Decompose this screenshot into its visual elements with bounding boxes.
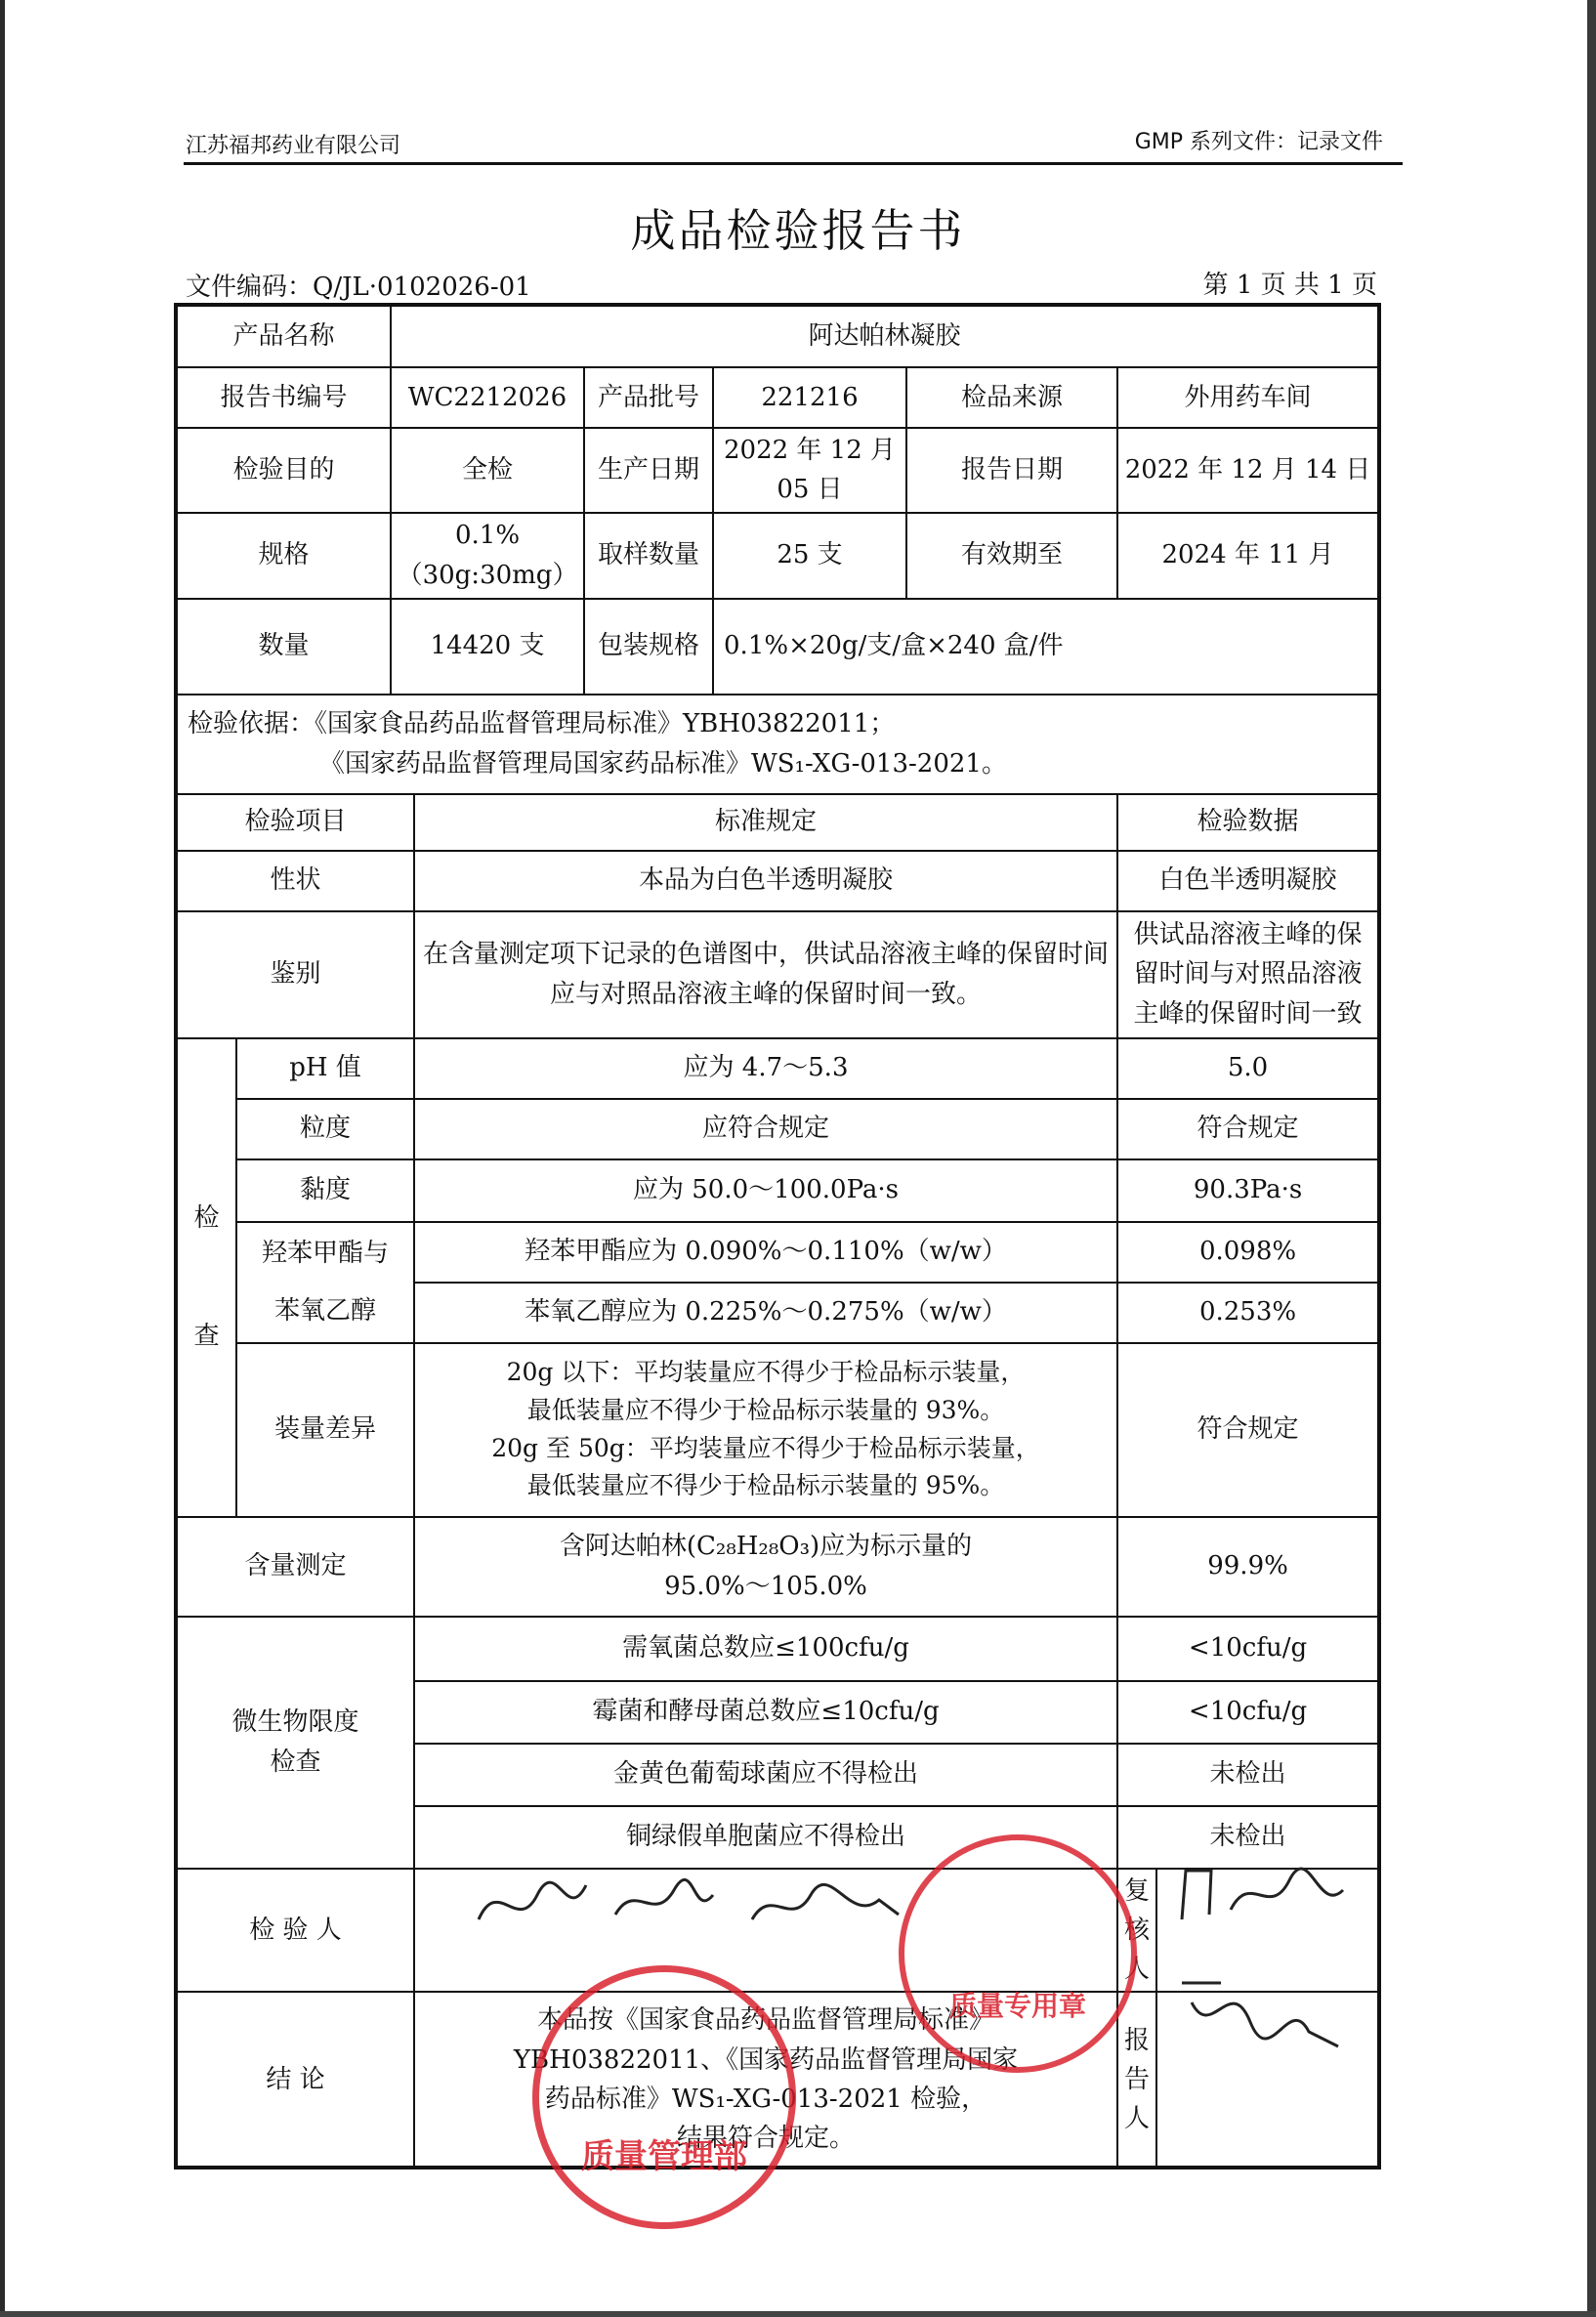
table-row xyxy=(176,695,1379,794)
fill-label: 装量差异 xyxy=(236,1343,414,1517)
identification-label: 鉴别 xyxy=(176,911,414,1038)
viscosity-standard: 应为 50.0～100.0Pa·s xyxy=(414,1159,1117,1222)
conclusion-line-3: 药品标准》WS₁-XG-013-2021 检验， xyxy=(544,2084,987,2114)
table-row xyxy=(176,599,1379,695)
assay-result: 99.9% xyxy=(1117,1517,1379,1617)
report-date-label: 报告日期 xyxy=(906,428,1117,513)
spec-line-2: （30g:30mg） xyxy=(397,560,578,590)
micro-label xyxy=(176,1617,414,1869)
column-header-item: 检验项目 xyxy=(176,794,414,851)
page-title: 成品检验报告书 xyxy=(630,204,966,257)
column-header-result: 检验数据 xyxy=(1117,794,1379,851)
source-label: 检品来源 xyxy=(906,367,1117,428)
table-row xyxy=(176,911,1379,1038)
table-row xyxy=(176,1222,1379,1283)
inspector-signature-marks xyxy=(469,1866,928,1944)
expiry-label: 有效期至 xyxy=(906,513,1117,599)
assay-standard-line-2: 95.0%～105.0% xyxy=(664,1571,867,1601)
appearance-label: 性状 xyxy=(176,851,414,911)
assay-standard xyxy=(414,1517,1117,1617)
reviewer-label: 复核人 xyxy=(1117,1869,1156,1993)
scan-edge-right xyxy=(1587,0,1596,2317)
table-row xyxy=(176,1343,1379,1517)
table-row xyxy=(176,305,1379,367)
paraben-standard: 羟苯甲酯应为 0.090%～0.110%（w/w） xyxy=(414,1222,1117,1283)
report-no-value: WC2212026 xyxy=(391,367,584,428)
table-row xyxy=(176,513,1379,599)
table-row xyxy=(176,1517,1379,1617)
qa-department-stamp-text: 质量管理部 xyxy=(581,2137,747,2176)
table-row xyxy=(176,1617,1379,1681)
spec-value xyxy=(391,513,584,599)
page-number: 第 1 页 共 1 页 xyxy=(1202,271,1377,300)
reviewer-signature-marks xyxy=(1172,1861,1358,1929)
report-date-value: 2022 年 12 月 14 日 xyxy=(1117,428,1379,513)
check-group-label xyxy=(176,1038,236,1517)
scan-edge-bottom xyxy=(0,2311,1596,2317)
phenoxy-standard: 苯氧乙醇应为 0.225%～0.275%（w/w） xyxy=(414,1283,1117,1343)
document-code: 文件编码：Q/JL·0102026-01 xyxy=(186,273,531,302)
expiry-value: 2024 年 11 月 xyxy=(1117,513,1379,599)
ph-label: pH 值 xyxy=(236,1038,414,1099)
report-no-label: 报告书编号 xyxy=(176,367,391,428)
basis-line-2: 《国家药品监督管理局国家药品标准》WS₁-XG-013-2021。 xyxy=(319,748,1007,779)
source-value: 外用药车间 xyxy=(1117,367,1379,428)
aerobic-result: <10cfu/g xyxy=(1117,1617,1379,1681)
table-row xyxy=(176,428,1379,513)
check-label-2: 查 xyxy=(193,1321,220,1351)
appearance-result: 白色半透明凝胶 xyxy=(1117,851,1379,911)
table-row xyxy=(176,367,1379,428)
fill-standard-line-1: 20g 以下：平均装量应不得少于检品标示装量， xyxy=(506,1358,1026,1387)
reporter-label: 报告人 xyxy=(1117,1992,1156,2168)
quantity-label: 数量 xyxy=(176,599,391,695)
conclusion-line-1: 本品按《国家食品药品监督管理局标准》 xyxy=(537,2005,995,2036)
column-header-standard: 标准规定 xyxy=(414,794,1117,851)
phenoxy-result: 0.253% xyxy=(1117,1283,1379,1343)
batch-label: 产品批号 xyxy=(584,367,713,428)
purpose-label: 检验目的 xyxy=(176,428,391,513)
inspection-basis xyxy=(176,695,1379,794)
basis-line-1: 检验依据：《国家食品药品监督管理局标准》YBH03822011； xyxy=(188,709,896,739)
conclusion-line-4: 结果符合规定。 xyxy=(677,2124,856,2154)
fill-standard-line-3: 20g 至 50g：平均装量应不得少于检品标示装量， xyxy=(491,1433,1040,1462)
spec-line-1: 0.1% xyxy=(454,521,521,551)
micro-label-2: 检查 xyxy=(270,1747,321,1777)
appearance-standard: 本品为白色半透明凝胶 xyxy=(414,851,1117,911)
reporter-signature-marks xyxy=(1172,1954,1358,2061)
particle-label: 粒度 xyxy=(236,1099,414,1159)
ph-standard: 应为 4.7～5.3 xyxy=(414,1038,1117,1099)
sample-qty-label: 取样数量 xyxy=(584,513,713,599)
fill-standard-line-2: 最低装量应不得少于检品标示装量的 93%。 xyxy=(526,1395,1005,1424)
prod-date-value: 2022 年 12 月 05 日 xyxy=(713,428,906,513)
package-label: 包装规格 xyxy=(584,599,713,695)
identification-result: 供试品溶液主峰的保留时间与对照品溶液主峰的保留时间一致 xyxy=(1117,911,1379,1038)
conclusion-line-2: YBH03822011、《国家药品监督管理局国家 xyxy=(513,2044,1019,2075)
document-series: GMP 系列文件：记录文件 xyxy=(1134,130,1383,154)
company-name: 江苏福邦药业有限公司 xyxy=(186,134,401,158)
batch-value: 221216 xyxy=(713,367,906,428)
scan-edge-left xyxy=(0,0,5,2317)
viscosity-label: 黏度 xyxy=(236,1159,414,1222)
assay-label: 含量测定 xyxy=(176,1517,414,1617)
staph-result: 未检出 xyxy=(1117,1744,1379,1806)
paraben-result: 0.098% xyxy=(1117,1222,1379,1283)
ph-result: 5.0 xyxy=(1117,1038,1379,1099)
table-row xyxy=(176,794,1379,851)
preservative-label-2: 苯氧乙醇 xyxy=(274,1295,377,1326)
identification-standard: 在含量测定项下记录的色谱图中，供试品溶液主峰的保留时间应与对照品溶液主峰的保留时间一致。 xyxy=(414,911,1117,1038)
table-row xyxy=(176,1038,1379,1099)
inspector-label: 检 验 人 xyxy=(176,1869,414,1993)
purpose-value: 全检 xyxy=(391,428,584,513)
preservative-label-1: 羟苯甲酯与 xyxy=(262,1239,390,1269)
quality-seal-stamp-text: 质量专用章 xyxy=(948,1990,1086,2022)
fill-result: 符合规定 xyxy=(1117,1343,1379,1517)
table-row xyxy=(176,1099,1379,1159)
mold-result: <10cfu/g xyxy=(1117,1681,1379,1744)
conclusion-label: 结 论 xyxy=(176,1992,414,2168)
quantity-value: 14420 支 xyxy=(391,599,584,695)
table-row xyxy=(176,851,1379,911)
product-name-label: 产品名称 xyxy=(176,305,391,367)
fill-standard-line-4: 最低装量应不得少于检品标示装量的 95%。 xyxy=(526,1471,1005,1500)
check-label-1: 检 xyxy=(193,1203,220,1234)
package-value: 0.1%×20g/支/盒×240 盒/件 xyxy=(713,599,1379,695)
assay-standard-line-1: 含阿达帕林(C₂₈H₂₈O₃)应为标示量的 xyxy=(559,1532,973,1562)
quality-seal-stamp xyxy=(899,1834,1137,2073)
staph-standard: 金黄色葡萄球菌应不得检出 xyxy=(414,1744,1117,1806)
product-name-value: 阿达帕林凝胶 xyxy=(391,305,1379,367)
micro-label-1: 微生物限度 xyxy=(231,1707,359,1738)
pseudo-result: 未检出 xyxy=(1117,1806,1379,1869)
spec-label: 规格 xyxy=(176,513,391,599)
pseudo-standard: 铜绿假单胞菌应不得检出 xyxy=(414,1806,1117,1869)
fill-standard xyxy=(414,1343,1117,1517)
particle-result: 符合规定 xyxy=(1117,1099,1379,1159)
sample-qty-value: 25 支 xyxy=(713,513,906,599)
particle-standard: 应符合规定 xyxy=(414,1099,1117,1159)
viscosity-result: 90.3Pa·s xyxy=(1117,1159,1379,1222)
mold-standard: 霉菌和酵母菌总数应≤10cfu/g xyxy=(414,1681,1117,1744)
preservative-label xyxy=(236,1222,414,1343)
aerobic-standard: 需氧菌总数应≤100cfu/g xyxy=(414,1617,1117,1681)
prod-date-label: 生产日期 xyxy=(584,428,713,513)
table-row xyxy=(176,1159,1379,1222)
qa-department-stamp xyxy=(532,1965,796,2229)
header-rule xyxy=(184,162,1403,165)
